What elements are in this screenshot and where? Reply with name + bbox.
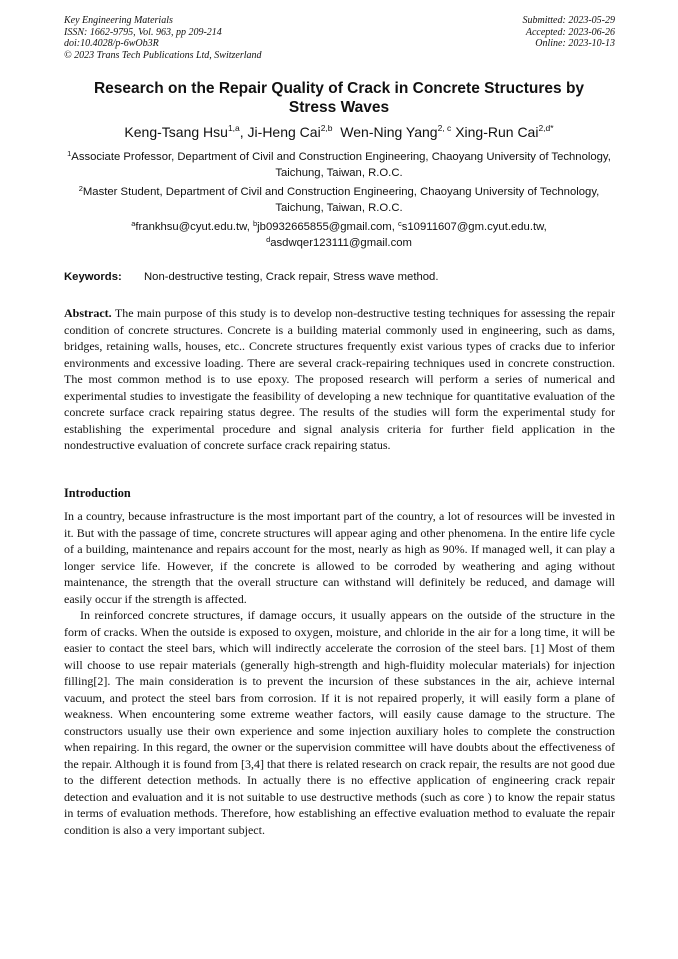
journal-copyright: © 2023 Trans Tech Publications Ltd, Switzerland: [64, 49, 262, 61]
accepted-date: Accepted: 2023-06-26: [525, 26, 615, 38]
author-affiliation-mark: 2,d*: [538, 123, 554, 133]
author-name: Wen-Ning Yang: [340, 124, 438, 140]
author-emails: [60, 220, 618, 251]
keywords-text: Non-destructive testing, Crack repair, Stress wave method.: [144, 271, 439, 283]
author-name: Ji-Heng Cai: [247, 124, 321, 140]
affiliation-mark: 2: [78, 184, 83, 193]
affiliation: [60, 185, 618, 216]
author-affiliation-mark: 2,b: [320, 123, 333, 133]
submitted-date: Submitted: 2023-05-29: [522, 15, 615, 26]
section-heading-introduction: Introduction: [64, 486, 131, 500]
abstract-text: The main purpose of this study is to develop non-destructive testing techniques for assessing the repair condition of concrete structures. Concrete is a building material commonly used in engineering, such as dams, bridges, retaining walls, houses, etc.. Concrete structures frequently exist various types of cracks due to inferior environments and excessive loading. There are several crack-repairing techniques used in concrete construction. The most common method is to use epoxy. The proposed research will perform a series of numerical and experimental studies to investigate the feasibility of developing a new technique for quantitative evaluation of the concrete surface crack repairing status degree. The results of the studies will form the experimental study for establishing the experimental procedure and signal analysis criteria for further field application in the nondestructive evaluation of concrete surface crack repairing status.: [64, 306, 615, 452]
journal-info: [64, 15, 262, 61]
abstract-label: Abstract.: [64, 306, 112, 320]
affiliation: [60, 150, 618, 181]
email-mark: d: [266, 234, 271, 244]
author-affiliation-mark: 2, c: [437, 123, 452, 133]
author-separator: ,: [239, 124, 248, 140]
email-address: s10911607@gm.cyut.edu.tw,: [401, 221, 547, 233]
journal-issn: ISSN: 1662-9795, Vol. 963, pp 209-214: [64, 26, 222, 38]
email-address: asdwqer123111@gmail.com: [270, 236, 412, 249]
author-name: Keng-Tsang Hsu: [124, 124, 228, 140]
online-date: Online: 2023-10-13: [535, 38, 615, 50]
author-affiliation-mark: 1,a: [227, 123, 240, 133]
journal-name: Key Engineering Materials: [64, 15, 173, 26]
introduction-body: [64, 508, 615, 838]
abstract: [64, 305, 615, 454]
email-mark: c: [398, 219, 402, 228]
email-mark: b: [252, 219, 258, 228]
affiliation-text: Master Student, Department of Civil and Construction Engineering, Chaoyang University of Technology, Taichung, Taiwan, R.O.C.: [82, 186, 600, 214]
journal-doi: doi:10.4028/p-6wOb3R: [64, 38, 159, 50]
author-list: [40, 123, 638, 141]
keywords-line: [64, 270, 616, 285]
affiliation-text: Associate Professor, Department of Civil and Construction Engineering, Chaoyang University of Technology, Taichung, Taiwan, R.O.C.: [71, 151, 611, 179]
email-address: frankhsu@cyut.edu.tw,: [135, 221, 253, 233]
submission-dates: [523, 15, 616, 50]
keywords-label: Keywords:: [64, 271, 122, 283]
email-mark: a: [131, 219, 136, 228]
paragraph: In a country, because infrastructure is the most important part of the country, a lot of resources will be invested in it. But with the passage of time, concrete structures will appear aging and other phenomena. In the entire life cycle of a building, maintenance and repairs account for the most, nearly as high as 90%. If managed well, it can play a longer service life. However, if the concrete is allowed to be corroded by weathering and aging without maintenance, the strength that the overall structure can withstand will definitely be reduced, and damage will easily occur if the strength is affected.: [64, 509, 615, 606]
paragraph: In reinforced concrete structures, if damage occurs, it usually appears on the outside of the structure in the form of cracks. When the outside is exposed to oxygen, moisture, and chloride in the air for a long time, it will be easier to contact the steel bars, which will indirectly accelerate the corrosion of the steel bars. [1] Most of them will choose to use repair materials (generally high-strength and high-fluidity molecular materials) for injection filling[2]. The main consideration is to prevent the incursion of these substances in the air, achieve internal vacuum, and protect the steel bars from corrosion. If it is not repaired properly, it will easily form a plane of weakness. When encountering some extreme weather factors, will easily cause damage to the structure. The constructors usually use their own experience and some injection auxiliary holes to complete the construction when repairing. In this regard, the owner or the supervision committee will have doubts about the effectiveness of the repair. Although it is found from [3,4] that there is related research on crack repair, the results are not good due to the different detection methods. In actually there is no effective application of engineering crack repair detection and evaluation and it is not suitable to use destructive methods (such as core ) to know the repair status in terms of evaluation methods. Therefore, how establishing an effective evaluation method to evaluate the repair condition is also a very important subject.: [64, 608, 615, 837]
affiliation-mark: 1: [67, 149, 72, 158]
paper-title: Research on the Repair Quality of Crack in Concrete Structures by Stress Waves: [93, 80, 585, 116]
email-address: jb0932665855@gmail.com,: [257, 221, 398, 233]
author-name: Xing-Run Cai: [455, 124, 539, 140]
